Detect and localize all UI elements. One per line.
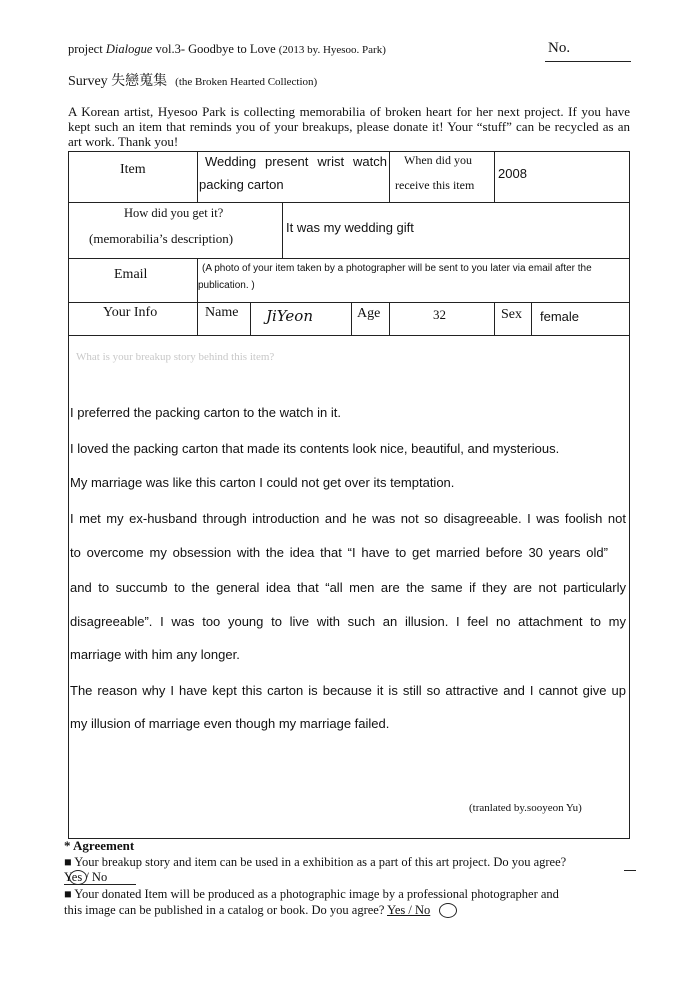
story-line: my illusion of marriage even though my marriage failed. — [70, 716, 390, 731]
story-line: I met my ex-husband through introduction and he was not so disagreeable. I was foolish not — [70, 511, 626, 526]
table-rule — [494, 151, 495, 203]
table-rule — [389, 302, 390, 336]
table-rule — [531, 302, 532, 336]
table-border-left — [68, 151, 69, 839]
email-label: Email — [114, 267, 148, 282]
yes-circle-mark[interactable] — [439, 903, 457, 918]
table-border-bottom — [68, 838, 630, 839]
when-label-line2: receive this item — [395, 178, 475, 192]
how-value[interactable]: It was my wedding gift — [286, 220, 414, 235]
project-title: Dialogue — [105, 42, 153, 56]
table-border-top — [68, 151, 630, 152]
item-value-line1: Wedding present wrist watch — [205, 154, 387, 169]
story-line: to overcome my obsession with the idea that “I have to get married before 30 years old” — [70, 545, 608, 560]
email-note-line2: publication. ) — [198, 280, 255, 291]
info-label: Your Info — [103, 305, 158, 320]
project-suffix: vol.3- Goodbye to Love — [152, 42, 276, 56]
how-label-line1: How did you get it? — [124, 206, 224, 220]
sex-value[interactable]: female — [540, 309, 580, 324]
table-rule — [351, 302, 352, 336]
table-rule — [494, 302, 495, 336]
table-rule — [68, 302, 630, 303]
agreement-title: * Agreement — [64, 838, 135, 853]
email-note-line1: (A photo of your item taken by a photographer will be sent to you later via email after the — [202, 263, 592, 274]
story-line: I preferred the packing carton to the watch in it. — [70, 405, 341, 420]
name-label: Name — [205, 305, 239, 320]
name-value[interactable]: JiYeon — [266, 307, 313, 325]
item-value-line2: packing carton — [199, 177, 284, 192]
intro-paragraph: A Korean artist, Hyesoo Park is collecting memorabilia of broken heart for her next project. If you have kept such an item that reminds you of your breakups, please donate it! Your “stuff” can be recycled as an art work. Thank you! — [68, 104, 630, 149]
story-prompt: What is your breakup story behind this item? — [76, 351, 275, 363]
story-line: I loved the packing carton that made its contents look nice, beautiful, and mysterious. — [70, 441, 560, 456]
item-label: Item — [120, 162, 146, 177]
project-credit: (2013 by. Hyesoo. Park) — [278, 44, 386, 56]
table-border-right — [629, 151, 630, 839]
story-line: My marriage was like this carton I could not get over its temptation. — [70, 475, 455, 490]
how-label-line2: (memorabilia’s description) — [89, 231, 234, 246]
sex-label: Sex — [501, 307, 522, 322]
project-header — [68, 42, 386, 57]
age-value[interactable]: 32 — [433, 307, 446, 322]
answer-underline — [624, 870, 636, 871]
table-rule — [250, 302, 251, 336]
table-rule — [282, 202, 283, 259]
project-prefix: project — [68, 42, 106, 56]
story-line: and to succumb to the general idea that “all men are the same if they are not particularly — [70, 580, 626, 595]
agreement-q1: ■ Your breakup story and item can be used in a exhibition as a part of this art project. Do you agree? — [64, 855, 567, 869]
form-number-field[interactable] — [545, 61, 631, 62]
survey-subtitle: (the Broken Hearted Collection) — [175, 76, 318, 88]
yes-circle-mark[interactable] — [69, 870, 87, 885]
survey-title — [68, 70, 317, 90]
translation-credit: (tranlated by.sooyeon Yu) — [469, 802, 582, 814]
table-rule — [68, 335, 630, 336]
agreement-q1-answer[interactable]: Yes / No — [64, 870, 108, 884]
table-rule — [68, 202, 630, 203]
story-line: marriage with him any longer. — [70, 647, 240, 662]
table-rule — [197, 151, 198, 203]
agreement-q2-line1: ■ Your donated Item will be produced as a photographic image by a professional photographer and — [64, 887, 559, 901]
survey-title-text: Survey 失戀蒐集 — [68, 74, 168, 89]
story-line: The reason why I have kept this carton is because it is still so attractive and I cannot give up — [70, 683, 626, 698]
table-rule — [197, 258, 198, 336]
agreement-q2-line2 — [64, 903, 430, 918]
when-label-line1: When did you — [404, 153, 472, 167]
form-number-label: No. — [548, 40, 571, 56]
table-rule — [68, 258, 630, 259]
when-value[interactable]: 2008 — [498, 166, 527, 181]
age-label: Age — [357, 306, 381, 321]
agreement-q2-answer[interactable]: Yes / No — [387, 903, 431, 917]
table-rule — [389, 151, 390, 203]
story-line: disagreeable”. I was too young to live with such an illusion. I feel no attachment to my — [70, 614, 626, 629]
agreement-q2-text: this image can be published in a catalog or book. Do you agree? — [64, 903, 385, 917]
